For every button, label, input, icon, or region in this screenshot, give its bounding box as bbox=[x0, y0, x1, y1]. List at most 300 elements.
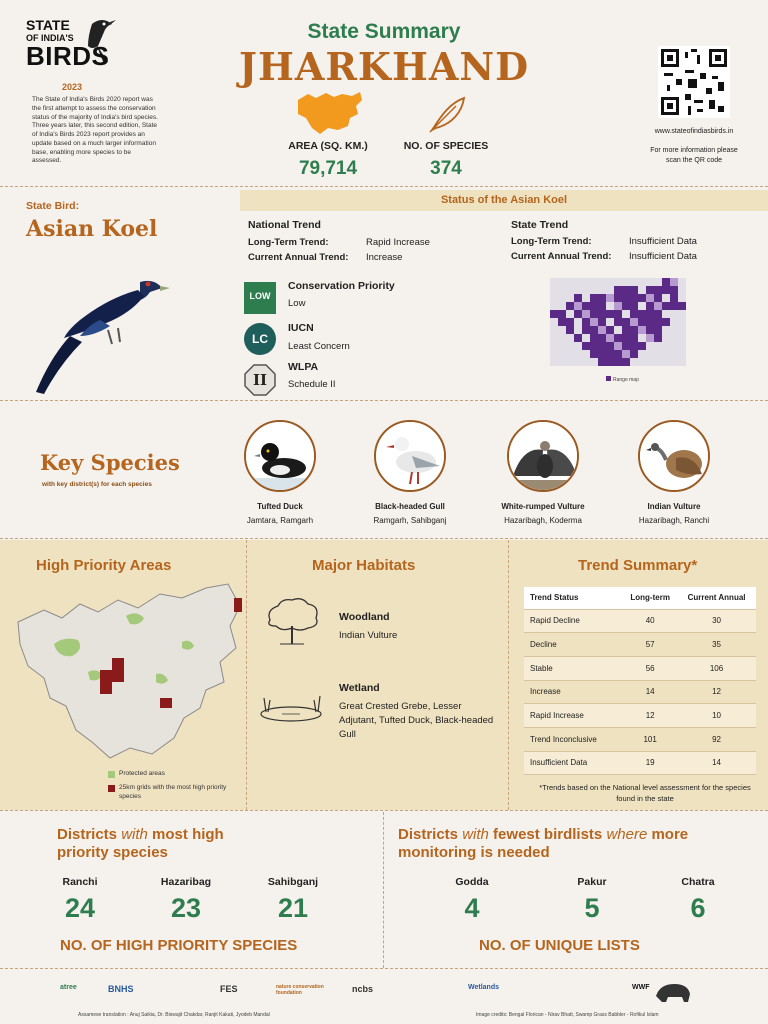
range-map-cell bbox=[654, 294, 662, 302]
range-map-cell bbox=[638, 318, 646, 326]
districts-low-footer: NO. OF UNIQUE LISTS bbox=[479, 937, 640, 954]
range-map-legend bbox=[606, 376, 639, 383]
table-cell: Increase bbox=[524, 680, 623, 704]
range-map-cell bbox=[574, 318, 582, 326]
range-map-cell bbox=[606, 318, 614, 326]
range-map-cell bbox=[550, 326, 558, 334]
range-map-cell bbox=[630, 294, 638, 302]
range-map-cell bbox=[654, 278, 662, 286]
range-map-cell bbox=[654, 358, 662, 366]
sloth-bear-icon bbox=[652, 980, 692, 1009]
table-row bbox=[524, 727, 756, 751]
divider bbox=[508, 540, 509, 810]
habitat-species: Indian Vulture bbox=[339, 630, 398, 641]
range-map-cell bbox=[590, 310, 598, 318]
range-map-cell bbox=[654, 318, 662, 326]
range-map-cell bbox=[598, 342, 606, 350]
range-map-cell bbox=[566, 278, 574, 286]
range-map-cell bbox=[614, 358, 622, 366]
range-map-cell bbox=[622, 350, 630, 358]
range-map-cell bbox=[662, 334, 670, 342]
range-map-cell bbox=[558, 358, 566, 366]
table-cell: 14 bbox=[623, 680, 677, 704]
table-header-row bbox=[524, 587, 756, 609]
range-map-cell bbox=[566, 310, 574, 318]
range-map-cell bbox=[582, 294, 590, 302]
range-map-cell bbox=[646, 278, 654, 286]
table-header: Long-term bbox=[623, 587, 677, 609]
range-legend-swatch bbox=[606, 376, 611, 381]
range-map-cell bbox=[566, 326, 574, 334]
district-name: Godda bbox=[455, 876, 489, 888]
range-legend-text: Range map bbox=[613, 377, 639, 383]
district-name: Sahibganj bbox=[267, 876, 319, 888]
range-map-cell bbox=[558, 310, 566, 318]
range-map-cell bbox=[582, 278, 590, 286]
legend-grid-swatch bbox=[108, 785, 115, 792]
range-map-cell bbox=[614, 334, 622, 342]
range-map-cell bbox=[606, 286, 614, 294]
range-map-cell bbox=[590, 294, 598, 302]
district-value: 5 bbox=[584, 893, 600, 923]
range-map-cell bbox=[630, 286, 638, 294]
table-row bbox=[524, 609, 756, 633]
national-annual-value: Increase bbox=[366, 252, 403, 263]
table-cell: 19 bbox=[623, 751, 677, 775]
table-cell: 12 bbox=[677, 680, 756, 704]
state-map-icon bbox=[292, 90, 364, 141]
national-annual-label: Current Annual Trend: bbox=[248, 252, 349, 263]
district-value: 24 bbox=[64, 893, 96, 923]
range-map-cell bbox=[582, 318, 590, 326]
range-map-cell bbox=[614, 350, 622, 358]
range-map-cell bbox=[670, 350, 678, 358]
range-map-cell bbox=[582, 302, 590, 310]
iucn-badge bbox=[244, 323, 276, 355]
range-map-cell bbox=[654, 334, 662, 342]
range-map-cell bbox=[582, 342, 590, 350]
key-species-name: Black-headed Gull bbox=[375, 502, 445, 511]
range-map-cell bbox=[590, 326, 598, 334]
trend-summary-title: Trend Summary* bbox=[578, 557, 698, 574]
range-map-cell bbox=[654, 350, 662, 358]
range-map-cell bbox=[670, 334, 678, 342]
wetland-icon bbox=[256, 690, 326, 731]
translation-credit: Assamese translation : Anuj Saikia, Dr. Biswajit Chakdar, Ranjit Kakati, Jyodeb Mandal bbox=[78, 1012, 270, 1018]
table-row bbox=[524, 680, 756, 704]
range-map-cell bbox=[566, 358, 574, 366]
divider bbox=[246, 540, 247, 810]
range-map-cell bbox=[654, 326, 662, 334]
districts-low-title bbox=[398, 826, 718, 862]
range-map-cell bbox=[558, 302, 566, 310]
range-map-cell bbox=[566, 286, 574, 294]
range-map-cell bbox=[614, 310, 622, 318]
partner-logo: FES bbox=[220, 984, 238, 994]
range-map-cell bbox=[678, 278, 686, 286]
iucn-title: IUCN bbox=[288, 322, 314, 334]
range-map-cell bbox=[630, 318, 638, 326]
range-map-cell bbox=[638, 302, 646, 310]
habitat-name: Woodland bbox=[339, 611, 390, 623]
asian-koel-illustration bbox=[30, 266, 170, 401]
range-map-cell bbox=[614, 294, 622, 302]
range-map-cell bbox=[574, 334, 582, 342]
table-cell: 57 bbox=[623, 633, 677, 657]
range-map-cell bbox=[598, 334, 606, 342]
range-map-cell bbox=[662, 302, 670, 310]
range-map-cell bbox=[550, 310, 558, 318]
district-value: 21 bbox=[277, 893, 309, 923]
range-map-cell bbox=[574, 278, 582, 286]
conservation-badge-text: LOW bbox=[249, 291, 271, 301]
conservation-priority-title: Conservation Priority bbox=[288, 280, 395, 292]
range-map-cell bbox=[622, 302, 630, 310]
range-map-cell bbox=[558, 334, 566, 342]
tufted-duck-image bbox=[244, 420, 316, 492]
state-bird-label: State Bird: bbox=[26, 200, 80, 212]
table-cell: 40 bbox=[623, 609, 677, 633]
area-label: AREA (SQ. KM.) bbox=[288, 140, 368, 152]
high-priority-title: High Priority Areas bbox=[36, 557, 172, 574]
table-cell: Trend Inconclusive bbox=[524, 727, 623, 751]
range-map-cell bbox=[638, 286, 646, 294]
range-map-cell bbox=[678, 286, 686, 294]
district-value: 6 bbox=[690, 893, 706, 923]
range-map-cell bbox=[678, 326, 686, 334]
range-map-cell bbox=[614, 326, 622, 334]
range-map-cell bbox=[550, 318, 558, 326]
status-title-band: Status of the Asian Koel bbox=[240, 190, 768, 211]
range-map-cell bbox=[550, 334, 558, 342]
black-headed-gull-image bbox=[374, 420, 446, 492]
range-map-cell bbox=[558, 318, 566, 326]
title-part: Districts bbox=[57, 826, 122, 843]
range-map-cell bbox=[550, 286, 558, 294]
range-map-cell bbox=[558, 294, 566, 302]
table-cell: Rapid Decline bbox=[524, 609, 623, 633]
state-bird-name: Asian Koel bbox=[26, 216, 158, 242]
logo-line-2: OF INDIA'S bbox=[26, 33, 74, 43]
key-species-districts: Jamtara, Ramgarh bbox=[246, 516, 314, 525]
range-map-cell bbox=[566, 294, 574, 302]
range-map-cell bbox=[566, 350, 574, 358]
range-map-cell bbox=[622, 326, 630, 334]
range-map-cell bbox=[622, 334, 630, 342]
range-map-cell bbox=[646, 350, 654, 358]
divider bbox=[0, 186, 768, 187]
legend-protected-label: Protected areas bbox=[119, 770, 165, 777]
range-map-cell bbox=[630, 310, 638, 318]
habitat-name: Wetland bbox=[339, 682, 380, 694]
range-map-cell bbox=[622, 310, 630, 318]
range-map-cell bbox=[606, 342, 614, 350]
range-map-cell bbox=[678, 342, 686, 350]
range-map-cell bbox=[678, 350, 686, 358]
qr-code-icon[interactable] bbox=[658, 46, 730, 118]
range-map-cell bbox=[614, 278, 622, 286]
range-map-cell bbox=[566, 334, 574, 342]
table-cell: 106 bbox=[677, 656, 756, 680]
range-map-cell bbox=[662, 294, 670, 302]
table-cell: 10 bbox=[677, 704, 756, 728]
range-map-cell bbox=[558, 342, 566, 350]
range-map-cell bbox=[574, 302, 582, 310]
range-map-cell bbox=[574, 326, 582, 334]
range-map-cell bbox=[606, 326, 614, 334]
range-map-cell bbox=[670, 358, 678, 366]
range-map-cell bbox=[662, 350, 670, 358]
national-long-term-value: Rapid Increase bbox=[366, 237, 430, 248]
range-map-cell bbox=[646, 286, 654, 294]
range-map-cell bbox=[614, 302, 622, 310]
range-map-cell bbox=[598, 278, 606, 286]
range-map-cell bbox=[646, 294, 654, 302]
range-map-cell bbox=[606, 358, 614, 366]
range-map-cell bbox=[670, 278, 678, 286]
district-name: Hazaribag bbox=[160, 876, 212, 888]
range-map-cell bbox=[558, 350, 566, 358]
range-map-cell bbox=[662, 358, 670, 366]
range-map-cell bbox=[606, 334, 614, 342]
range-map-cell bbox=[606, 350, 614, 358]
range-map-cell bbox=[550, 350, 558, 358]
title-emphasis: with bbox=[462, 826, 489, 843]
range-map-cell bbox=[558, 278, 566, 286]
range-map-cell bbox=[606, 302, 614, 310]
range-map-cell bbox=[550, 278, 558, 286]
district-value: 4 bbox=[464, 893, 480, 923]
high-priority-map bbox=[14, 582, 246, 767]
feather-icon bbox=[426, 92, 470, 141]
range-map-cell bbox=[646, 310, 654, 318]
range-map-cell bbox=[630, 302, 638, 310]
iucn-value: Least Concern bbox=[288, 341, 350, 352]
range-map-cell bbox=[646, 318, 654, 326]
range-map-cell bbox=[654, 342, 662, 350]
range-map-cell bbox=[606, 278, 614, 286]
species-count-label: NO. OF SPECIES bbox=[403, 140, 489, 152]
national-long-term-label: Long-Term Trend: bbox=[248, 237, 329, 248]
range-map-cell bbox=[574, 350, 582, 358]
range-map-cell bbox=[678, 318, 686, 326]
range-map-cell bbox=[582, 350, 590, 358]
table-cell: Stable bbox=[524, 656, 623, 680]
range-map-cell bbox=[646, 358, 654, 366]
range-map-cell bbox=[606, 310, 614, 318]
range-map-cell bbox=[630, 326, 638, 334]
range-map-cell bbox=[670, 342, 678, 350]
table-cell: Insufficient Data bbox=[524, 751, 623, 775]
range-map-cell bbox=[550, 302, 558, 310]
range-map-cell bbox=[590, 342, 598, 350]
range-map-cell bbox=[550, 294, 558, 302]
key-species-districts: Hazaribagh, Koderma bbox=[504, 516, 582, 525]
table-cell: 92 bbox=[677, 727, 756, 751]
table-row bbox=[524, 751, 756, 775]
district-name: Chatra bbox=[681, 876, 715, 888]
species-count-value: 374 bbox=[430, 158, 462, 179]
divider bbox=[0, 538, 768, 539]
partner-logo: Wetlands bbox=[468, 984, 499, 991]
range-map-cell bbox=[614, 286, 622, 294]
range-map-cell bbox=[582, 334, 590, 342]
state-long-term-label: Long-Term Trend: bbox=[511, 236, 592, 247]
range-map-cell bbox=[598, 294, 606, 302]
range-map-cell bbox=[598, 350, 606, 358]
state-name: JHARKHAND bbox=[238, 44, 530, 89]
table-header: Trend Status bbox=[524, 587, 623, 609]
wlpa-badge bbox=[244, 364, 276, 396]
range-map-cell bbox=[582, 286, 590, 294]
range-map-cell bbox=[590, 334, 598, 342]
range-map-cell bbox=[598, 326, 606, 334]
range-map-cell bbox=[622, 294, 630, 302]
website-link[interactable]: www.stateofindiasbirds.in bbox=[654, 128, 734, 135]
district-name: Ranchi bbox=[62, 876, 98, 888]
range-map-cell bbox=[662, 318, 670, 326]
trend-summary-table bbox=[524, 587, 756, 775]
table-row bbox=[524, 633, 756, 657]
range-map-cell bbox=[598, 310, 606, 318]
key-species-title: Key Species bbox=[40, 450, 180, 475]
wlpa-value: Schedule II bbox=[288, 379, 336, 390]
districts-high-title bbox=[57, 826, 277, 862]
range-map-cell bbox=[622, 286, 630, 294]
title-part: most high priority species bbox=[57, 826, 224, 861]
range-map-cell bbox=[630, 350, 638, 358]
state-annual-value: Insufficient Data bbox=[629, 251, 697, 262]
koel-range-map bbox=[546, 274, 692, 391]
range-map-cell bbox=[574, 342, 582, 350]
divider bbox=[0, 810, 768, 811]
range-map-cell bbox=[574, 286, 582, 294]
range-map-cell bbox=[606, 294, 614, 302]
partner-logo: atree bbox=[60, 984, 77, 991]
range-map-cell bbox=[590, 286, 598, 294]
wlpa-badge-text: II bbox=[252, 371, 268, 389]
range-map-cell bbox=[550, 342, 558, 350]
range-map-cell bbox=[622, 318, 630, 326]
range-map-cell bbox=[678, 334, 686, 342]
indian-vulture-image bbox=[638, 420, 710, 492]
logo-line-3: BIRDS bbox=[26, 41, 110, 71]
range-map-cell bbox=[638, 310, 646, 318]
range-map-cell bbox=[638, 334, 646, 342]
district-name: Pakur bbox=[577, 876, 607, 888]
range-map-cell bbox=[638, 350, 646, 358]
range-map-cell bbox=[622, 358, 630, 366]
range-map-cell bbox=[574, 358, 582, 366]
range-map-cell bbox=[574, 294, 582, 302]
range-map-cell bbox=[670, 310, 678, 318]
key-species-districts: Hazaribagh, Ranchi bbox=[638, 516, 710, 525]
range-map-cell bbox=[638, 358, 646, 366]
range-map-cell bbox=[678, 294, 686, 302]
range-map-cell bbox=[590, 350, 598, 358]
logo-line-1: STATE bbox=[26, 17, 70, 33]
key-species-name: Tufted Duck bbox=[257, 502, 303, 511]
range-map-cell bbox=[582, 358, 590, 366]
title-part: Districts bbox=[398, 826, 463, 843]
range-map-cell bbox=[566, 342, 574, 350]
table-cell: 14 bbox=[677, 751, 756, 775]
range-map-cell bbox=[598, 318, 606, 326]
range-map-cell bbox=[566, 302, 574, 310]
range-map-cell bbox=[590, 278, 598, 286]
range-map-cell bbox=[630, 342, 638, 350]
range-map-cell bbox=[678, 302, 686, 310]
range-map-cell bbox=[590, 302, 598, 310]
range-map-cell bbox=[590, 318, 598, 326]
white-rumped-vulture-image bbox=[507, 420, 579, 492]
major-habitats-title: Major Habitats bbox=[312, 557, 416, 574]
range-map-cell bbox=[550, 358, 558, 366]
divider bbox=[0, 968, 768, 969]
partner-logo: ncbs bbox=[352, 984, 374, 994]
range-map-cell bbox=[622, 342, 630, 350]
table-cell: Decline bbox=[524, 633, 623, 657]
intro-text: The State of India's Birds 2020 report was the first attempt to assess the conservation status of the majority of India's bird species. Three years later, this second edition, State of India's Birds 2023 report provides an update based on a much larger information base, enabling more species to be assessed. bbox=[32, 96, 158, 165]
legend-grid-label: 25km grids with the most high priority species bbox=[119, 784, 227, 800]
table-row bbox=[524, 704, 756, 728]
area-value: 79,714 bbox=[298, 158, 358, 179]
wlpa-title: WLPA bbox=[288, 361, 319, 373]
iucn-badge-text: LC bbox=[252, 332, 268, 346]
divider bbox=[383, 812, 384, 968]
logo-year: 2023 bbox=[62, 82, 83, 92]
range-map-cell bbox=[662, 326, 670, 334]
range-map-cell bbox=[582, 310, 590, 318]
national-trend-title: National Trend bbox=[248, 219, 321, 231]
conservation-priority-badge bbox=[244, 282, 276, 314]
range-map-cell bbox=[654, 302, 662, 310]
table-cell: 30 bbox=[677, 609, 756, 633]
range-map-cell bbox=[638, 278, 646, 286]
range-map-cell bbox=[638, 294, 646, 302]
key-species-subtitle: with key district(s) for each species bbox=[42, 481, 152, 488]
range-map-cell bbox=[678, 358, 686, 366]
key-species-name: Indian Vulture bbox=[647, 502, 701, 511]
image-credit: Image credits: Bengal Florican - Nirav Bhatt, Swamp Grass Babbler - Rofikul Islam bbox=[476, 1012, 659, 1018]
range-map-cell bbox=[654, 286, 662, 294]
state-trend-title: State Trend bbox=[511, 219, 569, 231]
range-map-cell bbox=[558, 286, 566, 294]
range-map-cell bbox=[614, 342, 622, 350]
range-map-cell bbox=[582, 326, 590, 334]
range-map-cell bbox=[590, 358, 598, 366]
range-map-cell bbox=[646, 334, 654, 342]
title-part: more monitoring is needed bbox=[398, 826, 689, 861]
range-map-cell bbox=[646, 302, 654, 310]
divider bbox=[0, 400, 768, 401]
title-emphasis: where bbox=[606, 826, 648, 843]
range-map-cell bbox=[662, 286, 670, 294]
range-map-cell bbox=[670, 318, 678, 326]
districts-high-footer: NO. OF HIGH PRIORITY SPECIES bbox=[60, 937, 298, 954]
range-map-cell bbox=[614, 318, 622, 326]
range-map-cell bbox=[638, 342, 646, 350]
district-value: 23 bbox=[170, 893, 202, 923]
habitat-species: Great Crested Grebe, Lesser Adjutant, Tufted Duck, Black-headed Gull bbox=[339, 701, 494, 740]
range-map-cell bbox=[638, 326, 646, 334]
legend-protected-swatch bbox=[108, 771, 115, 778]
table-cell: 101 bbox=[623, 727, 677, 751]
range-map-cell bbox=[646, 326, 654, 334]
range-map-cell bbox=[662, 310, 670, 318]
summary-title: State Summary bbox=[307, 20, 461, 43]
table-header: Current Annual bbox=[677, 587, 756, 609]
